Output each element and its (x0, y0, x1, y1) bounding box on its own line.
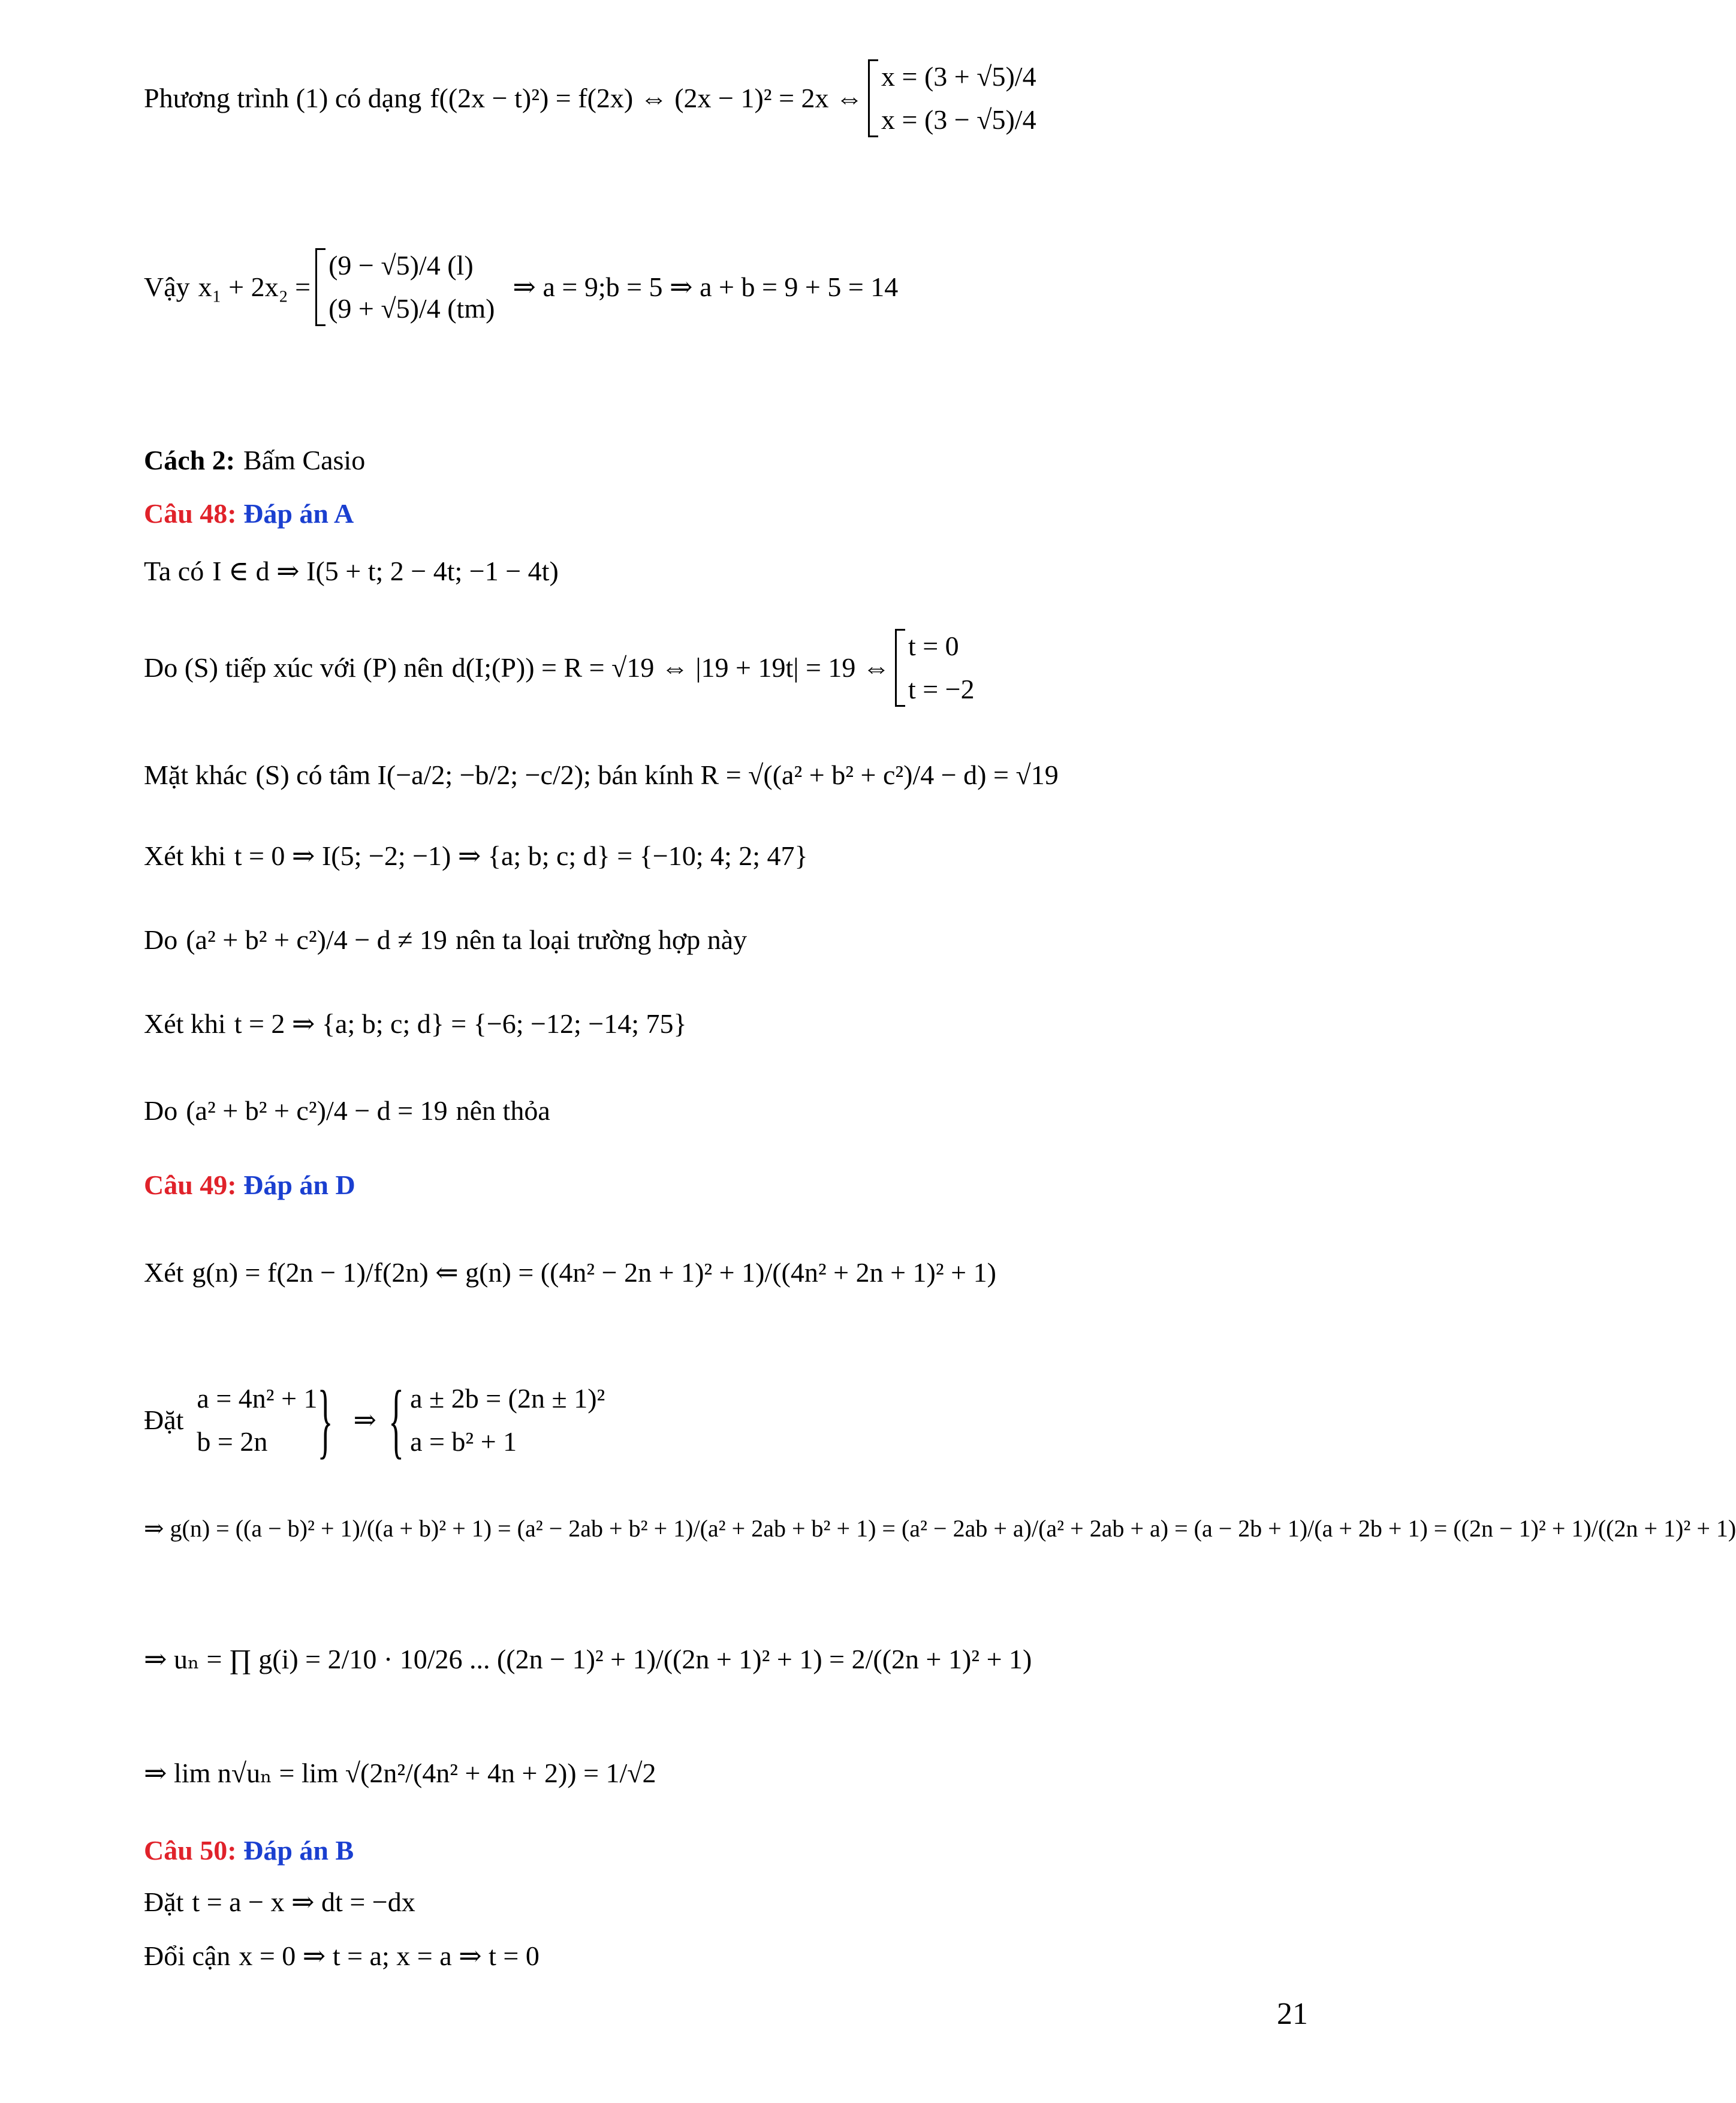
equation: d(I;(P)) = R = √19 ⇔ |19 + 19t| = 19 ⇔ (451, 652, 890, 683)
q50-line-1 (144, 1888, 415, 1916)
text-prefix: Ta có (144, 556, 204, 586)
q48-line-6 (144, 1010, 687, 1038)
case-2: (9 + √5)/4 (tm) (328, 293, 495, 324)
question-48-heading (144, 498, 354, 529)
question-label: Câu 50: (144, 1835, 237, 1866)
equation: ⇒ g(n) = ((a − b)² + 1)/((a + b)² + 1) = (a² − 2ab + b² + 1)/(a² + 2ab + b² + 1) = (a² − 2ab + a)/(a² + 2ab + a) = (a − 2b + 1)/(a + 2b + 1) = ((2n − 1)² + 1)/((2n + 1)² + 1) (144, 1515, 1736, 1542)
text-prefix: Xét (144, 1257, 184, 1288)
equation: (a² + b² + c²)/4 − d = 19 (186, 1095, 448, 1126)
case-2: t = −2 (908, 674, 975, 704)
system-eq-1: { a ± 2b = (2n ± 1)² (410, 1383, 605, 1414)
text-prefix: Đặt (144, 1887, 184, 1917)
text-prefix: Do (S) tiếp xúc với (P) nên (144, 652, 444, 683)
text-prefix: Đổi cận (144, 1941, 231, 1971)
q48-line-4 (144, 842, 808, 870)
equation: x₁ + 2x₂ = (198, 272, 311, 302)
method-text: Bấm Casio (243, 445, 366, 475)
case-bracket (895, 632, 975, 703)
q49-line-3 (144, 1517, 1736, 1541)
text-prefix: Mặt khác (144, 760, 248, 790)
q48-line-2 (144, 632, 975, 703)
q48-line-5 (144, 926, 747, 954)
text-prefix: Xét khi (144, 1008, 226, 1039)
case-2: x = (3 − √5)/4 (881, 104, 1036, 135)
method-label: Cách 2: (144, 445, 236, 475)
q49-line-4 (144, 1646, 1032, 1673)
text-prefix: Vậy (144, 272, 190, 302)
equation: I ∈ d ⇒ I(5 + t; 2 − 4t; −1 − 4t) (212, 556, 559, 586)
case-1: (9 − √5)/4 (l) (328, 250, 474, 281)
method-2-line (144, 447, 365, 474)
q49-line-2 (144, 1385, 605, 1456)
system-eq-2: a = b² + 1 (410, 1426, 517, 1457)
equation-line-1 (144, 63, 1036, 134)
equation: (a² + b² + c²)/4 − d ≠ 19 (186, 924, 447, 955)
text-prefix: Do (144, 1095, 178, 1126)
case-bracket (315, 252, 495, 323)
case-bracket (868, 63, 1036, 134)
answer-label: Đáp án A (243, 498, 354, 529)
equation: ⇒ lim n√uₙ = lim √(2n²/(4n² + 4n + 2)) = 1/√2 (144, 1758, 656, 1788)
q48-line-1 (144, 558, 559, 585)
equation: ⇒ uₙ = ∏ g(i) = 2/10 · 10/26 ... ((2n − 1)² + 1)/((2n + 1)² + 1) = 2/((2n + 1)² + 1) (144, 1644, 1032, 1674)
definition-block (197, 1385, 317, 1456)
definition-b: b = 2n (197, 1426, 268, 1457)
implies-symbol: ⇒ (353, 1405, 377, 1435)
page-number: 21 (1277, 1997, 1308, 2031)
equation: x = 0 ⇒ t = a; x = a ⇒ t = 0 (239, 1941, 540, 1971)
text-prefix: Phương trình (1) có dạng (144, 83, 422, 113)
result: ⇒ a = 9;b = 5 ⇒ a + b = 9 + 5 = 14 (513, 272, 899, 302)
case-1: x = (3 + √5)/4 (881, 61, 1036, 92)
equation: t = 0 ⇒ I(5; −2; −1) ⇒ {a; b; c; d} = {−10; 4; 2; 47} (234, 840, 808, 871)
text-suffix: nên thỏa (456, 1095, 550, 1126)
q49-line-1 (144, 1259, 996, 1286)
definition-a: a = 4n² + 1 (197, 1383, 318, 1414)
text-prefix: Xét khi (144, 840, 226, 871)
text-prefix: Do (144, 924, 178, 955)
system-block (397, 1385, 605, 1456)
text-prefix: Đặt (144, 1405, 184, 1435)
equation: (S) có tâm I(−a/2; −b/2; −c/2); bán kính R = √((a² + b² + c²)/4 − d) = √19 (255, 760, 1059, 790)
text-suffix: nên ta loại trường hợp này (455, 924, 748, 955)
q50-line-2 (144, 1942, 540, 1970)
case-1: t = 0 (908, 631, 959, 661)
equation: f((2x − t)²) = f(2x) ⇔ (2x − 1)² = 2x ⇔ (430, 83, 864, 113)
equation: t = a − x ⇒ dt = −dx (192, 1887, 415, 1917)
question-label: Câu 49: (144, 1170, 237, 1200)
q49-line-5 (144, 1759, 656, 1787)
answer-label: Đáp án D (243, 1170, 355, 1200)
q48-line-3 (144, 761, 1059, 789)
question-50-heading (144, 1834, 354, 1866)
answer-label: Đáp án B (243, 1835, 354, 1866)
equation: g(n) = f(2n − 1)/f(2n) ⇐ g(n) = ((4n² − 2n + 1)² + 1)/((4n² + 2n + 1)² + 1) (192, 1257, 996, 1288)
question-label: Câu 48: (144, 498, 237, 529)
equation: t = 2 ⇒ {a; b; c; d} = {−6; −12; −14; 75} (234, 1008, 687, 1039)
equation-line-2 (144, 252, 898, 323)
q48-line-7 (144, 1097, 550, 1125)
question-49-heading (144, 1169, 355, 1201)
